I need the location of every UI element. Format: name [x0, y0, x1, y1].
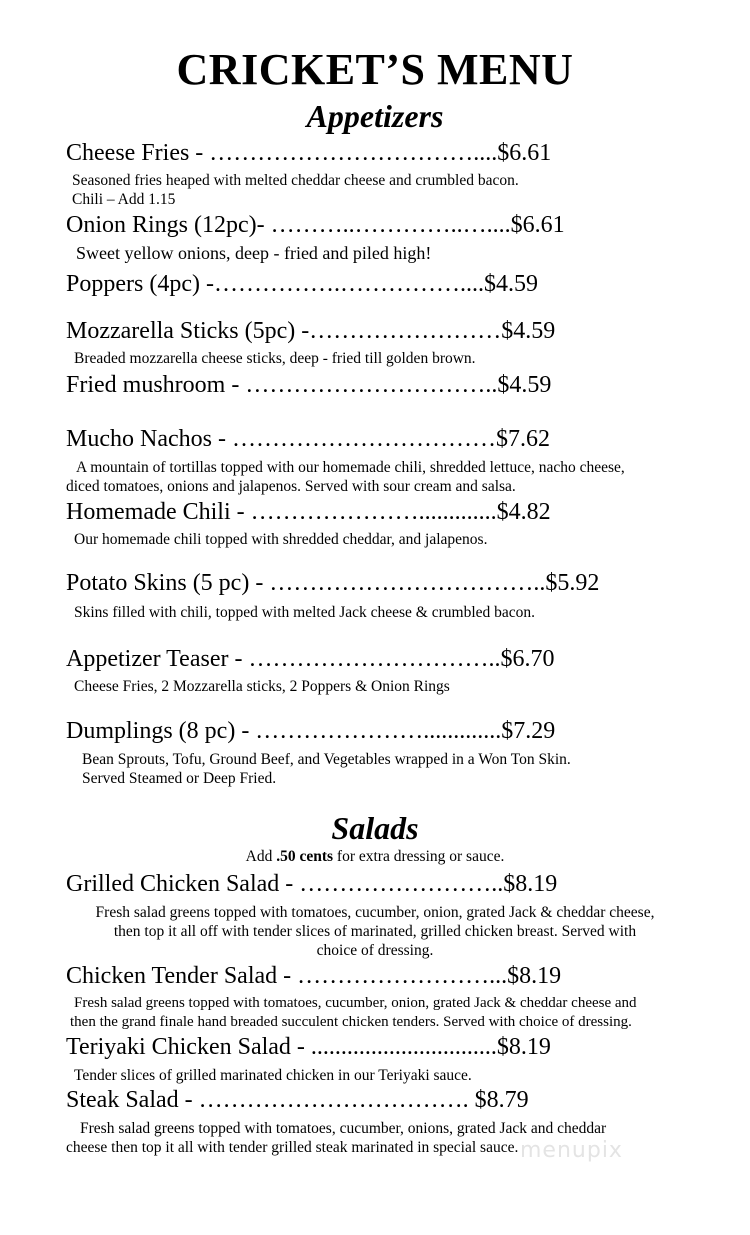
salads-note — [0, 848, 750, 866]
item-description: then top it all off with tender slices of marinated, grilled chicken breast. Served with — [113, 923, 637, 940]
item-description: then the grand finale hand breaded succulent chicken tenders. Served with choice of dressing. — [70, 1014, 632, 1030]
menu-item-mucho-nachos: Mucho Nachos - ……………………………$7.62 — [66, 426, 550, 452]
item-description: Breaded mozzarella cheese sticks, deep - fried till golden brown. — [74, 350, 476, 367]
item-description: Our homemade chili topped with shredded cheddar, and jalapenos. — [74, 531, 488, 548]
item-description: Chili – Add 1.15 — [72, 191, 176, 208]
item-description: cheese then top it all with tender grilled steak marinated in special sauce. — [66, 1139, 519, 1156]
salads-note-prefix: Add — [245, 848, 277, 865]
item-description: Served Steamed or Deep Fried. — [82, 770, 277, 787]
menu-item-mozzarella-sticks: Mozzarella Sticks (5pc) -……………………$4.59 — [66, 318, 556, 344]
item-description: Cheese Fries, 2 Mozzarella sticks, 2 Poppers & Onion Rings — [74, 678, 450, 695]
item-description: Fresh salad greens topped with tomatoes, cucumber, onion, grated Jack & cheddar cheese and — [74, 995, 637, 1011]
menu-item-potato-skins: Potato Skins (5 pc) - ……………………………..$5.92 — [66, 570, 600, 596]
menu-item-poppers: Poppers (4pc) -…………….……………....$4.59 — [66, 271, 538, 297]
item-description: Seasoned fries heaped with melted cheddar cheese and crumbled bacon. — [72, 172, 519, 189]
menu-item-homemade-chili: Homemade Chili - ………………….............$4.82 — [66, 499, 551, 525]
menu-item-chicken-tender-salad: Chicken Tender Salad - ……………………...$8.19 — [66, 963, 562, 989]
item-description: Bean Sprouts, Tofu, Ground Beef, and Vegetables wrapped in a Won Ton Skin. — [82, 751, 571, 768]
salads-note-suffix: for extra dressing or sauce. — [333, 848, 505, 865]
item-description: Sweet yellow onions, deep - fried and piled high! — [76, 243, 432, 263]
item-description: Fresh salad greens topped with tomatoes, cucumber, onions, grated Jack and cheddar — [80, 1120, 607, 1137]
menu-item-teriyaki-chicken-salad: Teriyaki Chicken Salad - ...............................$8.19 — [66, 1034, 551, 1060]
section-heading-salads: Salads — [331, 810, 419, 846]
menu-item-dumplings: Dumplings (8 pc) - ………………….............$7.29 — [66, 718, 556, 744]
menu-item-grilled-chicken-salad: Grilled Chicken Salad - ……………………..$8.19 — [66, 871, 558, 897]
menu-item-appetizer-teaser: Appetizer Teaser - …………………………..$6.70 — [66, 646, 555, 672]
watermark-logo: menupix — [520, 1138, 623, 1163]
menu-item-steak-salad: Steak Salad - ……………………………. $8.79 — [66, 1087, 529, 1113]
menu-item-onion-rings: Onion Rings (12pc)- ………..…………..…....$6.61 — [66, 212, 565, 238]
item-description: Skins filled with chili, topped with melted Jack cheese & crumbled bacon. — [74, 604, 536, 621]
salads-note-price: .50 cents — [276, 848, 334, 865]
item-description: Tender slices of grilled marinated chicken in our Teriyaki sauce. — [74, 1067, 472, 1084]
menu-item-cheese-fries: Cheese Fries - ……………………………....$6.61 — [66, 140, 552, 166]
menu-title: CRICKET’S MENU — [176, 45, 574, 94]
item-description: Fresh salad greens topped with tomatoes, cucumber, onion, grated Jack & cheddar cheese, — [95, 904, 655, 921]
item-description: choice of dressing. — [316, 942, 434, 959]
item-description: diced tomatoes, onions and jalapenos. Served with sour cream and salsa. — [66, 478, 516, 495]
menu-item-fried-mushroom: Fried mushroom - …………………………..$4.59 — [66, 372, 552, 398]
item-description: A mountain of tortillas topped with our homemade chili, shredded lettuce, nacho cheese, — [76, 459, 625, 476]
section-heading-appetizers: Appetizers — [306, 98, 444, 134]
